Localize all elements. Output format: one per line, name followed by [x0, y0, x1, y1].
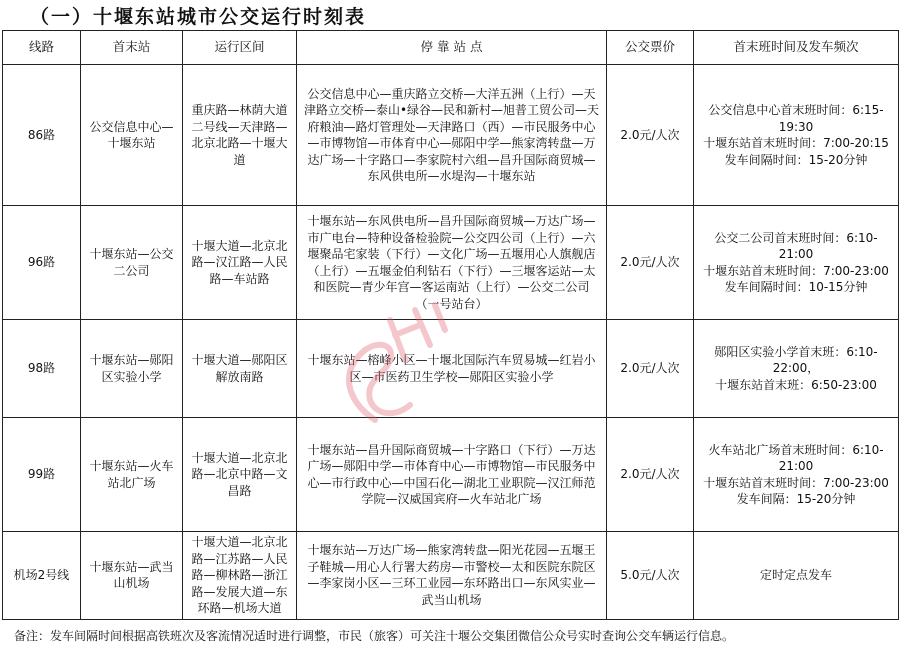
- section-cell: 十堰大道—北京北路—北京中路—文昌路: [183, 418, 297, 532]
- section-cell: 重庆路—林荫大道二号线—天津路—北京北路—十堰大道: [183, 65, 297, 206]
- line-cell: 机场2号线: [3, 532, 81, 620]
- schedule-line: 十堰东站首末班时间：7:00-23:00: [703, 263, 889, 278]
- bus-timetable: [2, 30, 899, 620]
- stops-cell: 十堰东站—昌升国际商贸城—十字路口（下行）—万达广场—郧阳中学—市体育中心—市博物馆—市民服务中心—市行政中心—中国石化—湖北工业职院—汉江师范学院—汉威国宾府—火车站北广场: [297, 418, 607, 532]
- section-cell: 十堰大道—北京北路—汉江路—人民路—车站路: [183, 206, 297, 320]
- footnote: 备注：发车间隔时间根据高铁班次及客流情况适时进行调整，市民（旅客）可关注十堰公交集团微信公众号实时查询公交车辆运行信息。: [14, 629, 735, 643]
- stops-cell: 十堰东站—东风供电所—昌升国际商贸城—万达广场—市广电台—特种设备检验院—公交四公司（上行）—六堰聚品宅家装（下行）—文化广场—五堰用心人旗舰店（上行）—五堰金伯利钻石（下行）—三堰客运站—太和医院—青少年宫—客运南站（上行）—公交二公司（一号站台）: [297, 206, 607, 320]
- header-section: 运行区间: [183, 31, 297, 65]
- schedule-line: 公交二公司首末班时间：6:10-21:00: [714, 230, 878, 261]
- table-row: [3, 320, 899, 418]
- schedule-cell: [694, 418, 899, 532]
- schedule-line: 定时定点发车: [759, 568, 832, 582]
- header-schedule: 首末班时间及发车频次: [694, 31, 899, 65]
- schedule-line: 十堰东站首末班时间：7:00-23:00: [703, 475, 889, 490]
- fare-cell: 2.0元/人次: [607, 206, 694, 320]
- section-cell: 十堰大道—北京北路—江苏路—人民路—柳林路—浙江路—发展大道—东环路—机场大道: [183, 532, 297, 620]
- schedule-line: 发车间隔时间：10-15分钟: [724, 280, 868, 294]
- terminals-cell: 十堰东站—火车站北广场: [81, 418, 183, 532]
- header-stops: 停 靠 站 点: [297, 31, 607, 65]
- fare-cell: 5.0元/人次: [607, 532, 694, 620]
- line-cell: 96路: [3, 206, 81, 320]
- header-fare: 公交票价: [607, 31, 694, 65]
- line-cell: 98路: [3, 320, 81, 418]
- table-row: [3, 418, 899, 532]
- schedule-cell: [694, 320, 899, 418]
- table-row: [3, 532, 899, 620]
- line-cell: 86路: [3, 65, 81, 206]
- header-terminals: 首末站: [81, 31, 183, 65]
- schedule-line: 发车间隔时间：15-20分钟: [724, 152, 868, 167]
- terminals-cell: 公交信息中心—十堰东站: [81, 65, 183, 206]
- page-title: （一）十堰东站城市公交运行时刻表: [30, 6, 367, 28]
- stops-cell: 公交信息中心—重庆路立交桥—大洋五洲（上行）—天津路立交桥—泰山•绿谷—民和新村—旭普工贸公司—天府粮油—路灯管理处—天津路口（西）—市民服务中心—市博物馆—市体育中心—郧阳中学—熊家湾转盘—万达广场—十字路口—李家院村六组—昌升国际商贸城—东风供电所—水堤沟—十堰东站: [297, 65, 607, 206]
- header-line: 线路: [3, 31, 81, 65]
- table-header-row: [3, 31, 899, 65]
- schedule-cell: [694, 206, 899, 320]
- schedule-line: 发车间隔：15-20分钟: [736, 492, 856, 506]
- schedule-line: 郧阳区实验小学首末班：6:10-22:00，: [714, 344, 878, 376]
- schedule-cell: [694, 65, 899, 206]
- terminals-cell: 十堰东站—武当山机场: [81, 532, 183, 620]
- schedule-cell: [694, 532, 899, 620]
- stops-cell: 十堰东站—榕峰小区—十堰北国际汽车贸易城—红岩小区—市医药卫生学校—郧阳区实验小学: [297, 320, 607, 418]
- section-cell: 十堰大道—郧阳区解放南路: [183, 320, 297, 418]
- line-cell: 99路: [3, 418, 81, 532]
- terminals-cell: 十堰东站—公交二公司: [81, 206, 183, 320]
- schedule-line: 公交信息中心首末班时间：6:15-19:30: [708, 103, 884, 134]
- fare-cell: 2.0元/人次: [607, 65, 694, 206]
- stops-cell: 十堰东站—万达广场—熊家湾转盘—阳光花园—五堰王子鞋城—用心人行署大药房—市警校—太和医院东院区—李家岗小区—三环工业园—东环路出口—东风实业—武当山机场: [297, 532, 607, 620]
- schedule-line: 火车站北广场首末班时间：6:10-21:00: [708, 442, 884, 473]
- fare-cell: 2.0元/人次: [607, 320, 694, 418]
- table-row: [3, 65, 899, 206]
- fare-cell: 2.0元/人次: [607, 418, 694, 532]
- table-row: [3, 206, 899, 320]
- schedule-line: 十堰东站首末班：6:50-23:00: [715, 377, 877, 392]
- terminals-cell: 十堰东站—郧阳区实验小学: [81, 320, 183, 418]
- schedule-line: 十堰东站首末班时间：7:00-20:15: [703, 136, 889, 150]
